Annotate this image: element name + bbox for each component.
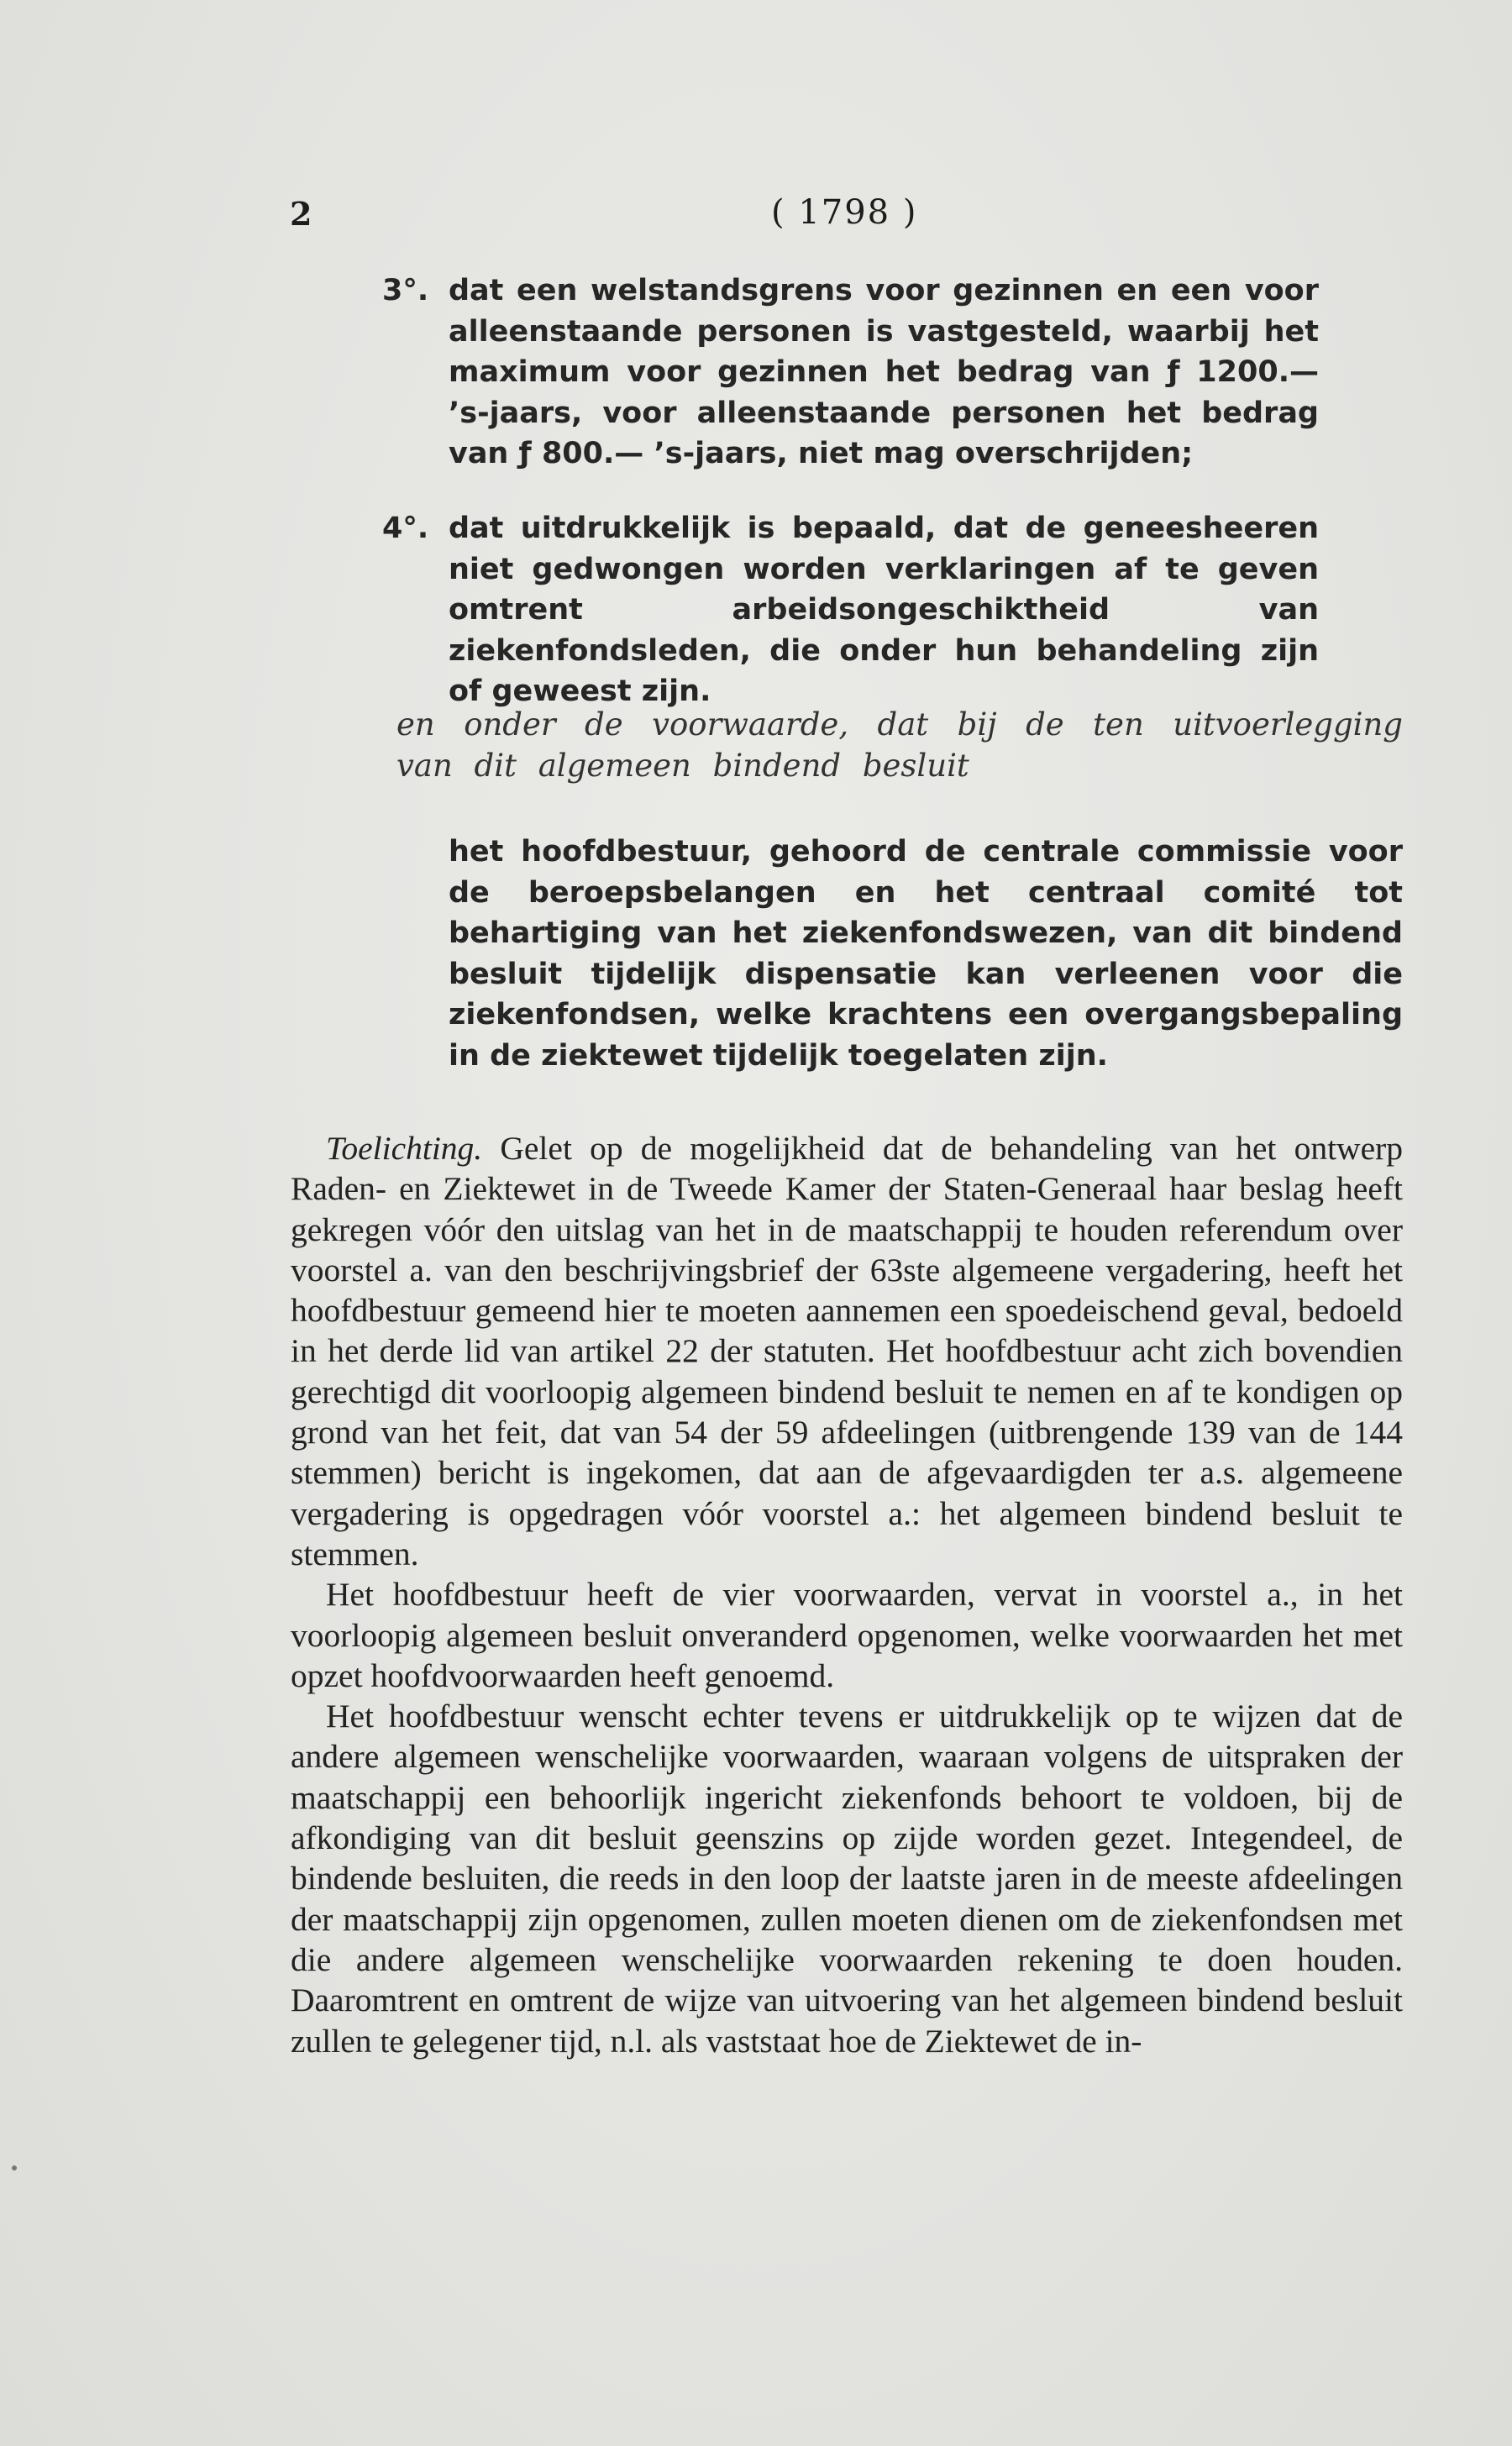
list-item-text: dat een welstandsgrens voor gezinnen en een voor alleenstaande personen is vastgesteld, waarbij het maximum voor gezinnen het bedrag van ƒ 1200.— ’s-jaars, voor alleenstaande personen het bedrag van ƒ 800.— ’s-jaars, niet mag overschrijden; — [449, 274, 1319, 470]
paper-speck — [12, 2165, 17, 2170]
explanation-section — [291, 1128, 1403, 2061]
page-number: 2 — [290, 195, 312, 233]
page-marker: ( 1798 ) — [771, 193, 918, 232]
condition-clause: en onder de voorwaarde, dat bij de ten uitvoerlegging van dit algemeen bindend besluit — [396, 706, 1403, 784]
decision-clause: het hoofdbestuur, gehoord de centrale commissie voor de beroepsbelangen en het centraal comité tot behartiging van het ziekenfondswezen, van dit bindend besluit tijdelijk dispensatie kan verleenen voor die ziekenfondsen, welke krachtens een overgangsbepaling in de ziektewet tijdelijk toegelaten zijn. — [449, 835, 1403, 1073]
explanation-paragraph — [291, 1128, 1403, 1574]
explanation-paragraph: Het hoofdbestuur wenscht echter tevens er uitdrukkelijk op te wijzen dat de andere algemeen wenschelijke voorwaarden, waaraan volgens de uitspraken der maatschappij een behoorlijk ingericht ziekenfonds behoort te voldoen, bij de afkondiging van dit besluit geenszins op zijde worden gezet. Integendeel, de bindende besluiten, die reeds in den loop der laatste jaren in de meeste afdeelingen der maatschappij zijn opgenomen, zullen moeten dienen om de ziekenfondsen met die andere algemeen wenschelijke voorwaarden rekening te doen houden. Daaromtrent en omtrent de wijze van uitvoering van het algemeen bindend besluit zullen te gelegener tijd, n.l. als vaststaat hoe de Ziektewet de in- — [291, 1698, 1403, 2060]
explanation-text: Gelet op de mogelijkheid dat de behandeling van het ontwerp Raden- en Ziektewet in de Tweede Kamer der Staten-Generaal haar beslag heeft gekregen vóór den uitslag van het in de maatschappij te houden referendum over voorstel a. van den beschrijvingsbrief der 63ste algemeene vergadering, heeft het hoofdbestuur gemeend hier te moeten aannemen een spoedeischend geval, bedoeld in het derde lid van artikel 22 der statuten. Het hoofdbestuur acht zich bovendien gerechtigd dit voorloopig algemeen bindend besluit te nemen en af te kondigen op grond van het feit, dat van 54 der 59 afdeelingen (uitbrengende 139 van de 144 stemmen) bericht is ingekomen, dat aan de afgevaardigden ter a.s. algemeene vergadering is opgedragen vóór voorstel a.: het algemeen bindend besluit te stemmen. — [291, 1130, 1403, 1572]
list-item — [382, 270, 1319, 475]
list-item — [382, 508, 1319, 712]
explanation-paragraph: Het hoofdbestuur heeft de vier voorwaarden, vervat in voorstel a., in het voorloopig algemeen besluit onveranderd opgenomen, welke voorwaarden het met opzet hoofdvoorwaarden heeft genoemd. — [291, 1576, 1403, 1694]
list-item-number: 3°. — [382, 274, 429, 307]
list-item-text: dat uitdrukkelijk is bepaald, dat de geneesheeren niet gedwongen worden verklaringen af te geven omtrent arbeidsongeschiktheid van ziekenfondsleden, die onder hun behandeling zijn of geweest zijn. — [449, 512, 1319, 708]
list-item-number: 4°. — [382, 512, 429, 545]
explanation-label: Toelichting. — [326, 1130, 483, 1167]
